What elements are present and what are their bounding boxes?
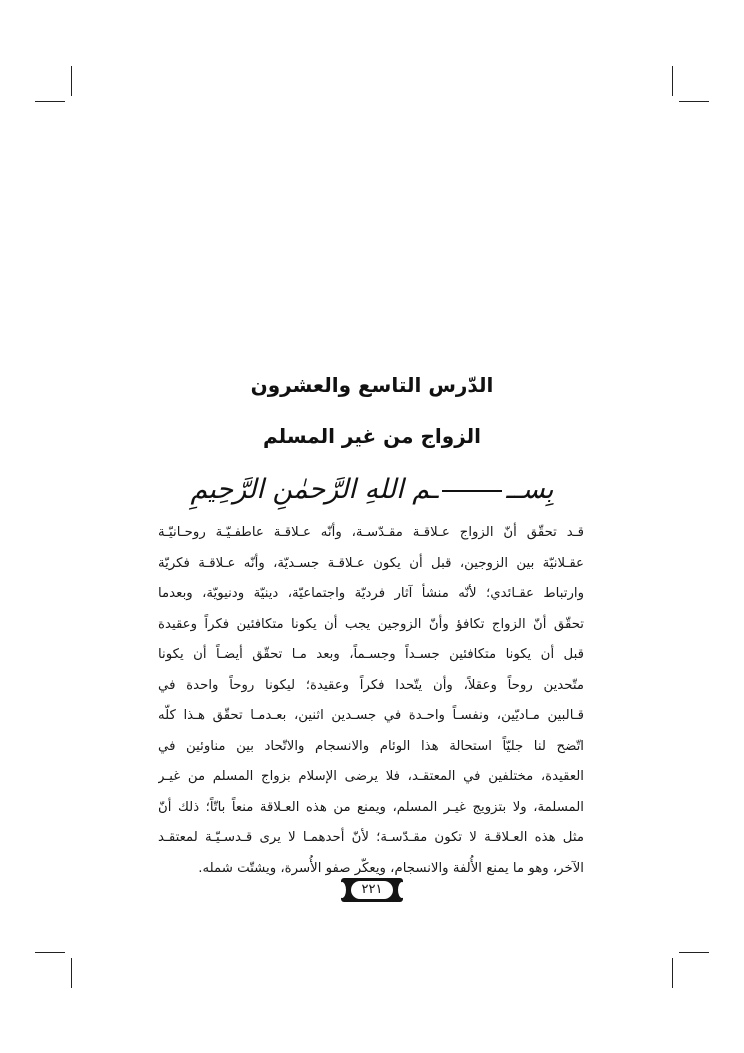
crop-mark-bottom-right-vertical bbox=[672, 958, 673, 988]
paragraph-line: اتّضح لنا جليّاً استحالة هذا الوئام والانسجام والاتّحاد بين مناوئين في bbox=[158, 738, 584, 754]
basmala-calligraphy bbox=[0, 474, 744, 505]
frame-ornament-right bbox=[398, 882, 406, 898]
frame-ornament-left bbox=[338, 882, 346, 898]
lesson-subtitle: الزواج من غير المسلم bbox=[262, 424, 482, 448]
crop-mark-bottom-left-horizontal bbox=[35, 952, 65, 953]
crop-mark-top-left-horizontal bbox=[35, 101, 65, 102]
paragraph-line: وارتباط عقـائدي؛ لأنّه منشأ آثار فرديّة واجتماعيّة، دينيّة ودنيويّة، وبعدما bbox=[158, 586, 584, 601]
page-number: ٢٢١ bbox=[351, 881, 393, 899]
kashida-stroke bbox=[442, 490, 502, 492]
crop-mark-bottom-right-horizontal bbox=[679, 952, 709, 953]
paragraph-line: العقيدة، مختلفين في المعتقـد، فلا يرضى الإسلام بزواج المسلم من غيـر bbox=[158, 769, 584, 784]
paragraph-line: المسلمة، ولا بتزويج غيـر المسلم، ويمنع من هذه العـلاقة منعاً باتّاً؛ ذلك أنّ bbox=[158, 799, 584, 815]
page-number-frame bbox=[341, 878, 403, 902]
paragraph-line: الآخر، وهو ما يمنع الأُلفة والانسجام، ويعكّر صفو الأُسرة، ويشتّت شمله. bbox=[198, 860, 584, 876]
crop-mark-bottom-left-vertical bbox=[71, 958, 72, 988]
basmala-part-1: بِســ bbox=[506, 474, 554, 505]
paragraph-line: متّحدين روحاً وعقلاً، وأن يتّحدا فكراً وعقيدة؛ ليكونا روحاً واحدة في bbox=[158, 677, 584, 693]
paragraph-line: قبل أن يكونا متكافئين جسـداً وجسـماً، وبعد مـا تحقّق أيضـاً أن يكونا bbox=[158, 647, 584, 662]
crop-mark-top-right-horizontal bbox=[679, 101, 709, 102]
body-paragraph bbox=[158, 518, 584, 884]
paragraph-line: تحقّق أنّ الزواج تكافؤ وأنّ الزوجين يجب أن يكونا متكافئين فكراً وعقيدة bbox=[158, 616, 584, 632]
lesson-title: الدّرس التاسع والعشرون bbox=[250, 373, 494, 397]
paragraph-line: قـالبين مـاديّين، ونفسـاً واحـدة في جسـدين اثنين، بعـدمـا تحقّق هـذا كلّه bbox=[158, 708, 584, 723]
paragraph-line: عقـلانيّة بين الزوجين، قبل أن يكون عـلاقـة جسـديّة، وأنّه عـلاقـة فكريّة bbox=[158, 555, 584, 571]
crop-mark-top-right-vertical bbox=[672, 66, 673, 96]
paragraph-line: قـد تحقّق أنّ الزواج عـلاقـة مقـدّسـة، وأنّه عـلاقـة عاطفـيّـة روحـانيّـة bbox=[158, 525, 584, 540]
paragraph-line: مثل هذه العـلاقـة لا تكون مقـدّسـة؛ لأنّ أحدهمـا لا يرى قـدسـيّـة لمعتقـد bbox=[158, 830, 584, 845]
crop-mark-top-left-vertical bbox=[71, 66, 72, 96]
basmala-part-2: ـم اللهِ الرَّحمٰنِ الرَّحِيمِ bbox=[190, 474, 439, 505]
